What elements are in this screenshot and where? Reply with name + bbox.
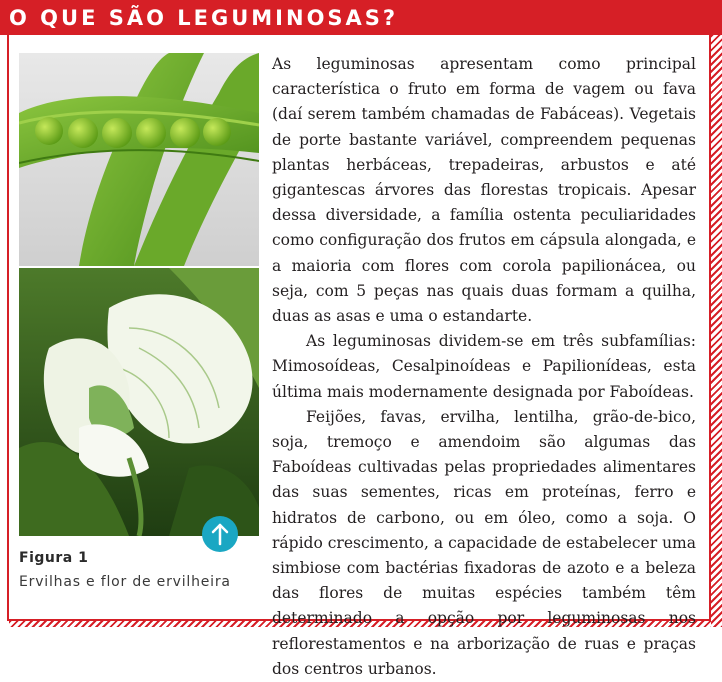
hatch-border-right [711, 35, 722, 627]
figure-caption: Ervilhas e flor de ervilheira [19, 574, 231, 590]
arrow-up-icon[interactable] [202, 516, 238, 552]
page-title: O QUE SÃO LEGUMINOSAS? [9, 6, 399, 30]
article-paragraph: Feijões, favas, ervilha, lentilha, grão-de-bico, soja, tremoço e amendoim são algumas das Faboídeas cultivadas pelas propriedades alimentares das suas sementes, ricas em proteínas, ferro e hidratos de carbono, ou em óleo, como a soja. O rápido crescimento, a capacidade de estabelecer uma simbiose com bactérias fixadoras de azoto e a beleza das flores de muitas espécies também têm determinado a opção por leguminosas nos reflorestamentos e na arborização de ruas e praças dos centros urbanos. [272, 407, 696, 678]
pea-pods-photo [19, 53, 259, 266]
figure-label: Figura 1 [19, 550, 89, 566]
article-paragraph: As leguminosas apresentam como principal característica o fruto em forma de vagem ou fava (daí serem também chamadas de Fabáceas). Vegetais de porte bastante variável, compreendem pequenas plantas herbáceas, trepadeiras, arbustos e até gigantescas árvores das florestas tropicais. Apesar dessa diversidade, a família ostenta peculiaridades como configuração dos frutos em cápsula alongada, e a maioria com flores com corola papilionácea, ou seja, com 5 peças nas quais duas formam a quilha, duas as asas e uma o estandarte. [272, 55, 696, 326]
pea-flower-photo [19, 268, 259, 536]
title-bar [0, 0, 722, 35]
article-body [272, 52, 696, 682]
article-paragraph: As leguminosas dividem-se em três subfamílias: Mimosoídeas, Cesalpinoídeas e Papilionídeas, esta última mais modernamente designada por Faboídeas. [272, 332, 696, 401]
